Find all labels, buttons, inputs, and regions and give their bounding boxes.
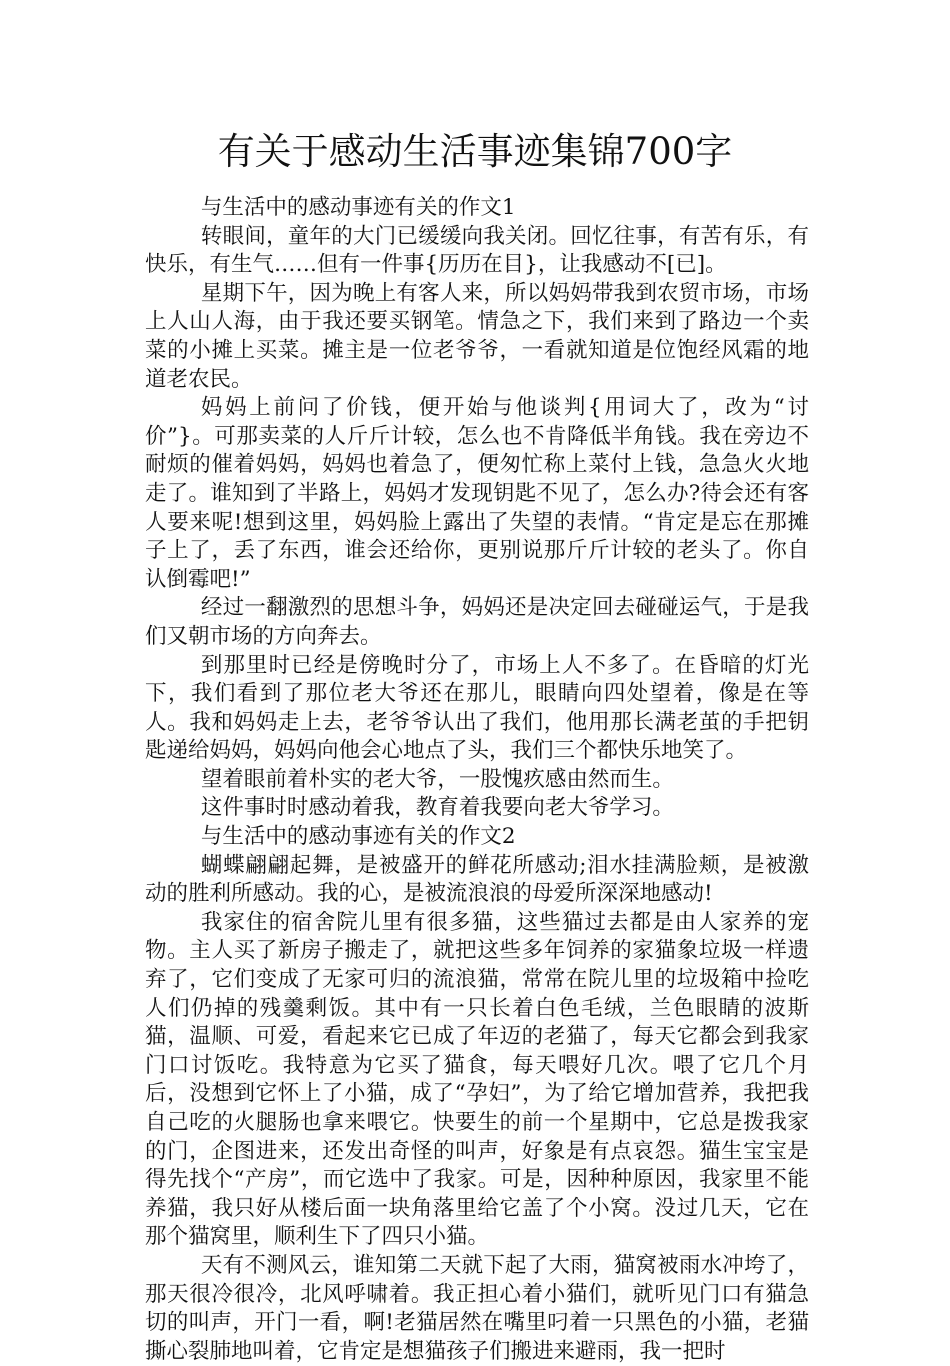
paragraph: 望着眼前着朴实的老大爷，一股愧疚感由然而生。: [200, 766, 674, 792]
paragraph: 天有不测风云，谁知第二天就下起了大雨，猫窝被雨水冲垮了，那天很冷很冷，北风呼啸着。我正担心着小猫们，就听见门口有猫急切的叫声，开门一看，啊!老猫居然在嘴里叼着一只黑色的小猫，老猫撕心裂肺地叫着，它肯定是想猫孩子们搬进来避雨，我一把时: [145, 1252, 809, 1364]
paragraph: 蝴蝶翩翩起舞，是被盛开的鲜花所感动;泪水挂满脸颊，是被激动的胜利所感动。我的心，是被流浪浪的母爱所深深地感动!: [145, 852, 809, 907]
paragraph: 与生活中的感动事迹有关的作文2: [200, 824, 516, 850]
paragraph: 这件事时时感动着我，教育着我要向老大爷学习。: [200, 795, 674, 821]
paragraph: 与生活中的感动事迹有关的作文1: [200, 195, 516, 220]
paragraph: 我家住的宿舍院儿里有很多猫，这些猫过去都是由人家养的宠物。主人买了新房子搬走了，就把这些多年饲养的家猫象垃圾一样遗弃了，它们变成了无家可归的流浪猫，常常在院儿里的垃圾箱中捡吃人们仍掉的残羹剩饭。其中有一只长着白色毛绒，兰色眼睛的波斯猫，温顺、可爱，看起来它已成了年迈的老猫了，每天它都会到我家门口讨饭吃。我特意为它买了猫食，每天喂好几次。喂了它几个月后，没想到它怀上了小猫，成了“孕妇”，为了给它增加营养，我把我自己吃的火腿肠也拿来喂它。快要生的前一个星期中，它总是拨我家的门，企图进来，还发出奇怪的叫声，好象是有点哀怨。猫生宝宝是得先找个“产房”，而它选中了我家。可是，因种种原因，我家里不能养猫，我只好从楼后面一块角落里给它盖了个小窝。没过几天，它在那个猫窝里，顺利生下了四只小猫。: [145, 909, 809, 1250]
paragraph: 到那里时已经是傍晚时分了，市场上人不多了。在昏暗的灯光下，我们看到了那位老大爷还在那儿，眼睛向四处望着，像是在等人。我和妈妈走上去，老爷爷认出了我们，他用那长满老茧的手把钥匙递给妈妈，妈妈向他会心地点了头，我们三个都快乐地笑了。: [145, 652, 809, 764]
document-body: [145, 194, 809, 1366]
paragraph: 转眼间，童年的大门已缓缓向我关闭。回忆往事，有苦有乐，有快乐，有生气……但有一件事{历历在目}，让我感动不[已]。: [145, 223, 809, 278]
paragraph: 星期下午，因为晚上有客人来，所以妈妈带我到农贸市场，市场上人山人海，由于我还要买钢笔。情急之下，我们来到了路边一个卖菜的小摊上买菜。摊主是一位老爷爷，一看就知道是位饱经风霜的地道老农民。: [145, 280, 809, 392]
paragraph: 经过一翻激烈的思想斗争，妈妈还是决定回去碰碰运气，于是我们又朝市场的方向奔去。: [145, 595, 809, 649]
paragraph: 妈妈上前问了价钱，便开始与他谈判{用词大了，改为“讨价”}。可那卖菜的人斤斤计较，怎么也不肯降低半角钱。我在旁边不耐烦的催着妈妈，妈妈也着急了，便匆忙称上菜付上钱，急急火火地走了。谁知到了半路上，妈妈才发现钥匙不见了，怎么办?待会还有客人要来呢!想到这里，妈妈脸上露出了失望的表情。“肯定是忘在那摊子上了，丢了东西，谁会还给你，更别说那斤斤计较的老头了。你自认倒霉吧!”: [145, 395, 809, 592]
document-title: 有关于感动生活事迹集锦700字: [217, 130, 733, 173]
